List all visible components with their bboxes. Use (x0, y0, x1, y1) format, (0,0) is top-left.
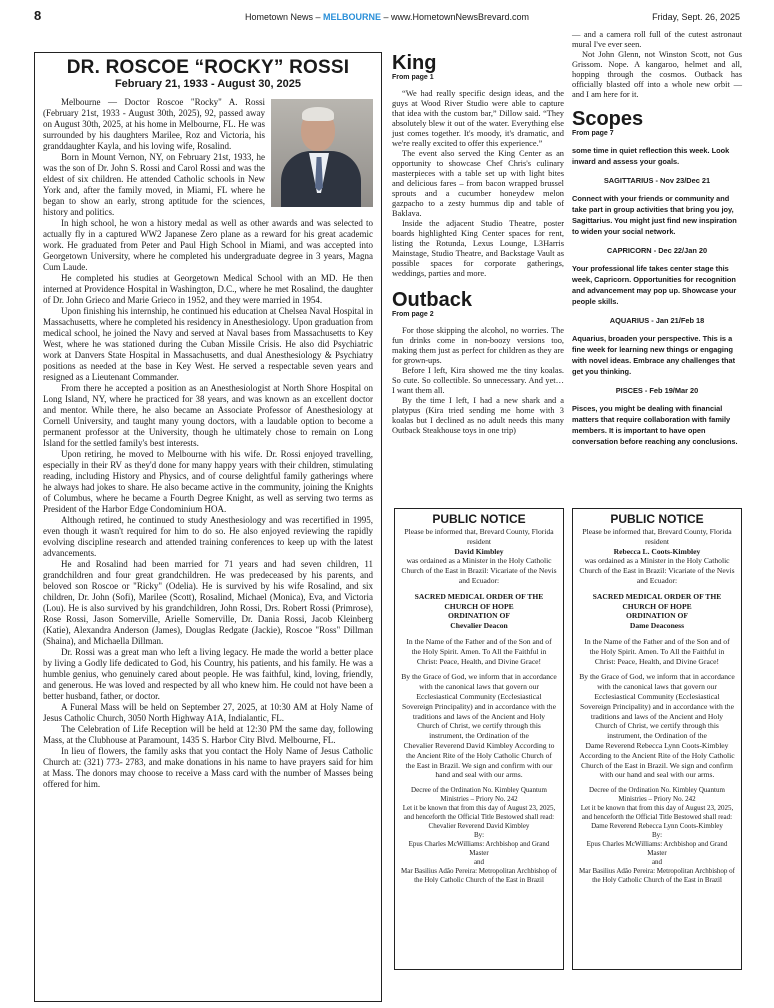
obituary-paragraph: Born in Mount Vernon, NY, on February 21st, 1933, he was the son of Dr. John S. Rossi and Carol Rossi and was the eldest of six children. He attended Catholic schools in New York and, after the family moved, in Miami, FL where he began to show an early, strong aptitude for the sciences, history and politics. (43, 152, 265, 217)
notice-signatory: Mar Basilius Adão Pereira: Metropolitan Archbishop of the Holy Catholic Church of the East in Brazil (401, 867, 557, 885)
zodiac-sign: CAPRICORN - Dec 22/Jan 20 (606, 246, 708, 256)
article-paragraph: — and a camera roll full of the cutest astronaut mural I've ever seen. (572, 30, 742, 49)
outback-continued (572, 30, 742, 100)
notice-grace: By the Grace of God, we inform that in accordance with the canonical laws that govern our Ecclesiastical Community (Ecclesiastical Sovereign Principality) and in accordance with the traditions and laws of the Ancient and Holy Church of Christ, we certify through this instrument, the Ordination of the (579, 672, 735, 741)
public-notice-kimbley (394, 508, 564, 970)
notice-grace-cont: Chevalier Reverend David Kimbley According to the Ancient Rite of the Holy Catholic Church of the East in Brazil. We sign and confirm with our hand and seal with our arms. (403, 740, 555, 780)
notice-by: By: (473, 831, 485, 840)
obituary-paragraph: Although retired, he continued to study Anesthesiology and was recertified in 1995, even though it wasn't required for him to do so. He also enjoyed reviewing the rapidly evolving discipline research and attended training conferences to keep up with the latest advancements. (43, 515, 373, 558)
king-article (392, 89, 564, 279)
edition-name: MELBOURNE (322, 12, 381, 22)
article-paragraph: For those skipping the alcohol, no worries. The fun drinks come in non-boozy versions too, making them just as perfect for children as they are for grown-ups. (392, 326, 564, 365)
king-heading: King (392, 52, 437, 74)
horoscope-text: Your professional life takes center stage this week, Capricorn. Opportunities for recognition and advancement may pop up. Showcase your people skills. (572, 263, 737, 307)
obituary-paragraph: Upon retiring, he moved to Melbourne with his wife. Dr. Rossi enjoyed travelling, especially in their RV as they'd done for many happy years with their children, stimulating reading, including History and Physics, and of course delightful family gatherings where he always had jokes to share. He also became active in the community, joining the Knights of Columbus, where he became a Fourth Degree Knight, as well as serving two terms as President of the Harbor Edge Condominium HOA. (43, 449, 373, 514)
obituary-paragraph: In high school, he won a history medal as well as other awards and was selected to actually fly in a captured WW2 Japanese Zero plane as a reward for his great academic work. He graduated from Peter and Paul High School in Miami, and was accepted into Georgetown University, where he completed his undergraduate degree in 3 years, Magna Cum Laude. (43, 218, 373, 272)
obituary-paragraph: A Funeral Mass will be held on September 27, 2025, at 10:30 AM at Holy Name of Jesus Catholic Church, 3050 North Highway A1A, Indialantic, FL. (43, 702, 373, 723)
obituary-paragraph: He completed his studies at Georgetown Medical School with an MD. He then interned at Providence Hospital in Washington, D.C., where he met Rosalind, the daughter of Dr. John Grieco and Marie Grieco in 1952, and they were married in 1954. (43, 273, 373, 305)
article-paragraph: Inside the adjacent Studio Theatre, poster boards highlighted King Center spaces for rent, listing the Rotunda, Lexus Lounge, L3Harris Mainstage, Studio Theatre, and Backstage Vault as possible spaces for corporate gatherings, weddings, parties and more. (392, 219, 564, 278)
notice-rank: Dame Deaconess (629, 621, 685, 631)
notice-title: PUBLIC NOTICE (610, 512, 704, 526)
notice-grace: By the Grace of God, we inform that in accordance with the canonical laws that govern our Ecclesiastical Community (Ecclesiastical Sovereign Principality) and in accordance with the traditions and laws of the Ancient and Holy Church of Christ, we certify through this instrument, the Ordination of the (401, 672, 557, 741)
notice-signatory: Mar Basilius Adão Pereira: Metropolitan Archbishop of the Holy Catholic Church of the East in Brazil (579, 867, 735, 885)
scopes-heading: Scopes (572, 108, 644, 130)
notice-known: Let it be known that from this day of August 23, 2025, and henceforth the Official Title Bestowed shall read: (402, 804, 556, 822)
obituary-dates: February 21, 1933 - August 30, 2025 (114, 78, 302, 90)
page-number: 8 (34, 8, 42, 23)
notice-intro: Please be informed that, Brevard County, Florida resident (404, 527, 554, 546)
obituary-body (43, 97, 373, 790)
notice-signatory: Epus Charles McWilliams: Archbishop and Grand Master (408, 840, 550, 858)
zodiac-sign: AQUARIUS - Jan 21/Feb 18 (609, 316, 705, 326)
article-paragraph: “We had really specific design ideas, and the guys at Wood River Studio were able to capture that idea with the custom bar,” Dillow said. “They absolutely blew it out of the water. Everything else just comes together. It's moody, it's dramatic, and we're really excited to offer this experience.” (392, 89, 564, 148)
paper-name: Hometown News – (244, 12, 323, 22)
notice-ordained: was ordained as a Minister in the Holy Catholic Church of the East in Brazil: Vicariate of the Nevis and Ecuador: (401, 556, 557, 585)
public-notice-coots-kimbley (572, 508, 742, 970)
scopes-jump-label: From page 7 (572, 130, 614, 137)
masthead-line (34, 12, 740, 22)
notice-decree: Decree of the Ordination No. Kimbley Quantum Ministries – Priory No. 242 (589, 786, 725, 804)
obituary-name: DR. ROSCOE “ROCKY” ROSSI (66, 57, 350, 78)
outback-heading: Outback (392, 289, 473, 311)
notice-intro: Please be informed that, Brevard County, Florida resident (582, 527, 732, 546)
obituary-paragraph: The Celebration of Life Reception will be held at 12:30 PM the same day, following Mass, at the Clubhouse at Paramount, 1435 S. Harbor City Blvd. Melbourne, FL. (43, 724, 373, 745)
notice-ordained: was ordained as a Minister in the Holy Catholic Church of the East in Brazil: Vicariate of the Nevis and Ecuador: (579, 556, 735, 585)
article-paragraph: By the time I left, I had a new shark and a platypus (Kira tried sending me home with 3 koalas but I declined as no adult needs this many Outback Steakhouse toys in one trip) (392, 396, 564, 435)
notice-by: By: (651, 831, 663, 840)
notice-order: SACRED MEDICAL ORDER OF THE CHURCH OF HOPE (592, 591, 722, 611)
horoscope-text: some time in quiet reflection this week. Look inward and assess your goals. (572, 146, 730, 167)
notice-and: and (651, 858, 663, 867)
obituary-paragraph: Dr. Rossi was a great man who left a living legacy. He made the world a better place by living a Godly life dedicated to God, his Country, his patients, and his family. He was a humble genius, who genuinely cared about people. He was faithful, kind, loving, friendly, and generous. He was loved and respected by all who knew him. He could not have been a better husband, father, or doctor. (43, 647, 373, 701)
notice-official-title: Chevalier Reverend David Kimbley (428, 822, 530, 831)
obituary-paragraph: He and Rosalind had been married for 71 years and had seven children, 11 grandchildren and four great grandchildren. He was predeceased by his parents, and beloved son Roscoe or "Ricky" (Odelia). He is survived by his wife Rosalind, and six children, Dr. John (Sofi), Marilee (Scott), Rosalind, Michael (Monica), Eva, and Victoria (Lou). He is also survived by his grandchildren, John Rossi, Drs. Robert Rossi (Primrose), Rose Rossi, Jason Somerville, Arielle Somerville, Dr. Dania Rossi, Jacob Kleinberg (Katie), Alexandra Anderson (James), Douglas Redgate (Jackie), Roscoe "Ross" Dillman (Shaina), and Michaella Dillman. (43, 559, 373, 646)
right-column (572, 30, 742, 447)
article-paragraph: The event also served the King Center as an opportunity to showcase Chef Chris's culinary masterpieces with a table set up with light bites and delicious fares – from bacon wrapped brussel sprouts and a cucumber honeydew melon gazpacho to a zesty hummus dip and table of Baklava. (392, 149, 564, 218)
obituary-paragraph: Upon finishing his internship, he continued his education at Chelsea Naval Hospital in Massachusetts, where he completed his residency in Anesthesiology. Upon graduation from medical school, he joined the Navy and served at Naval bases from Massachusetts to Key West, where he was stationed during the Cuban Missile Crisis. He also did Psychiatric work at Danvers State Hospital in Massachusetts, and dual Anesthesiology & Psychiatry positions as needed at the base in Key West. He served a respectable seven years and resigned as a Lieutenant Commander. (43, 306, 373, 382)
notice-blessing: In the Name of the Father and of the Son and of the Holy Spirit. Amen. To All the Faithful in Christ: Peace, Health, and Divine Grace! (406, 636, 552, 666)
obituary-box (34, 52, 382, 1002)
horoscope-text: Pisces, you might be dealing with financial matters that require collaboration with family members. It is important to have open conversation before reaching any conclusions. (572, 403, 738, 447)
obituary-paragraph: Melbourne — Doctor Roscoe "Rocky" A. Rossi (February 21st, 1933 - August 30th, 2025), 92, passed away on August 30th, 2025, at his home in Melbourne, FL. He was surrounded by his daughters Marilee, Roz and Victoria, his granddaughter Kayla, and his loving wife, Rosalind. (43, 97, 265, 151)
article-paragraph: Before I left, Kira showed me the tiny koalas. So cute. So collectible. So unnecessary. And yet… I want them all. (392, 366, 564, 395)
zodiac-sign: PISCES - Feb 19/Mar 20 (615, 386, 699, 396)
horoscope-section (572, 145, 742, 447)
portrait-photo (271, 99, 373, 207)
article-paragraph: Not John Glenn, not Winston Scott, not Gus Grissom. Nope. A kangaroo, helmet and all, hopping through the cosmos. Outback has officially blasted off into a whole new orbit — and I am here for it. (572, 50, 742, 99)
issue-date: Friday, Sept. 26, 2025 (652, 12, 740, 22)
outback-article (392, 326, 564, 436)
middle-column (392, 52, 564, 436)
website-text: – www.HometownNewsBrevard.com (380, 12, 530, 22)
page-header (34, 8, 740, 26)
horoscope-text: Aquarius, broaden your perspective. This is a fine week for learning new things or engaging with novel ideas. Embrace any challenges that get you thinking. (572, 333, 736, 377)
notice-ordination: ORDINATION OF (625, 611, 689, 621)
zodiac-sign: SAGITTARIUS - Nov 23/Dec 21 (603, 176, 711, 186)
notice-person: Rebecca L. Coots-Kimbley (613, 546, 701, 556)
notice-grace-cont: Dame Reverend Rebecca Lynn Coots-Kimbley According to the Ancient Rite of the Holy Catholic Church of the East in Brazil. We sign and confirm with our hand and seal with our arms. (579, 740, 735, 780)
notice-title: PUBLIC NOTICE (432, 512, 526, 526)
notice-decree: Decree of the Ordination No. Kimbley Quantum Ministries – Priory No. 242 (411, 786, 547, 804)
horoscope-text: Connect with your friends or community and take part in group activities that bring you joy, Sagittarius. You might just find new inspiration to widen your social network. (572, 193, 737, 237)
notice-known: Let it be known that from this day of August 23, 2025, and henceforth the Official Title Bestowed shall read: (580, 804, 734, 822)
notice-blessing: In the Name of the Father and of the Son and of the Holy Spirit. Amen. To All the Faithful in Christ: Peace, Health, and Divine Grace! (584, 636, 730, 666)
obituary-paragraph: From there he accepted a position as an Anesthesiologist at North Shore Hospital on Long Island, NY, where he practiced for 38 years, and was known as an excellent doctor and mentor. While there, he also became an Associate Professor of Anesthesiology at Cornell University, and taught many young doctors, with a laudable option to become a permanent professor at the University, though he ultimately chose to remain on Long Island for the settled family's best interests. (43, 383, 373, 448)
notice-person: David Kimbley (454, 546, 504, 556)
notice-signatory: Epus Charles McWilliams: Archbishop and Grand Master (586, 840, 728, 858)
notice-ordination: ORDINATION OF (447, 611, 511, 621)
notice-and: and (473, 858, 485, 867)
obituary-paragraph: In lieu of flowers, the family asks that you contact the Holy Name of Jesus Catholic Church at: (321) 773- 2783, and make donations in his name to have prayers said for him at Mass. The donors may choose to receive a Mass card with the number of Masses being offered for him. (43, 746, 373, 789)
notice-official-title: Dame Reverend Rebecca Lynn Coots-Kimbley (591, 822, 723, 831)
outback-jump-label: From page 2 (392, 311, 434, 318)
notice-order: SACRED MEDICAL ORDER OF THE CHURCH OF HOPE (414, 591, 544, 611)
notice-rank: Chevalier Deacon (450, 621, 508, 631)
king-jump-label: From page 1 (392, 74, 434, 81)
